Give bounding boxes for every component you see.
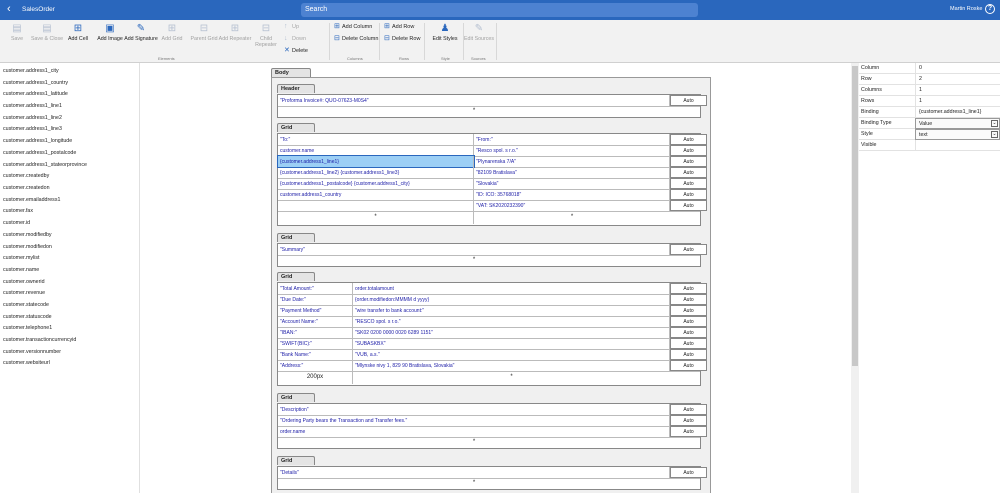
property-value[interactable]: 0 [915,63,1000,74]
save-button[interactable]: ▤ Save [10,23,24,42]
design-canvas [140,63,851,493]
grid-cell[interactable]: "82109 Bratislava" [474,167,670,178]
field-item[interactable]: customer.versionnumber [3,349,61,355]
group-label-sources: Sources [471,56,486,61]
row-height-auto[interactable]: Auto [670,467,707,478]
row-height-auto[interactable]: Auto [670,134,707,145]
sources-icon: ✎ [474,23,484,34]
row-height-auto[interactable]: Auto [670,178,707,189]
width-row [278,212,700,224]
grid-cell[interactable] [278,200,474,211]
scrollbar-thumb[interactable] [852,66,858,366]
field-item[interactable]: customer.statuscode [3,314,52,320]
save-close-icon: ▤ [42,23,52,34]
delete-column-button[interactable]: ⊟ Delete Column [334,35,379,42]
row-height-auto[interactable]: Auto [670,294,707,305]
column-width[interactable]: 200px [278,372,353,384]
parent-grid-button[interactable]: ⊟ Parent Grid [190,23,218,42]
arrow-up-icon: ↑ [284,23,288,30]
field-item[interactable]: customer.mylist [3,255,40,261]
row-height-auto[interactable]: Auto [670,189,707,200]
property-row [859,74,1000,85]
property-name: Style [861,131,873,137]
field-item[interactable]: customer.name [3,267,40,273]
row-height-auto[interactable]: Auto [670,156,707,167]
grid-cell[interactable]: order.totalamount [353,283,670,294]
grid-cell[interactable]: "Details" [278,467,670,478]
edit-styles-button[interactable]: ♟ Edit Styles [432,23,458,42]
delete-column-icon: ⊟ [334,35,340,42]
field-item[interactable]: customer.address1_city [3,68,59,74]
add-column-icon: ⊞ [334,23,340,30]
property-value[interactable]: 1 [915,96,1000,107]
chevron-down-icon[interactable]: ⌄ [992,131,997,137]
row-height-auto[interactable]: Auto [670,145,707,156]
field-item[interactable]: customer.emailaddress1 [3,197,61,203]
column-width[interactable]: * [472,257,476,263]
add-column-button[interactable]: ⊞ Add Column [334,23,373,30]
style-select[interactable]: text ⌄ [915,129,1000,140]
grid-cell[interactable]: "Account Name:" [278,316,353,327]
property-row [859,107,1000,118]
grid-cell[interactable]: "wire transfer to bank account:" [353,305,670,316]
row-height-auto[interactable]: Auto [670,426,707,437]
row-height-auto[interactable]: Auto [670,305,707,316]
row-height-auto[interactable]: Auto [670,327,707,338]
add-grid-icon: ⊞ [167,23,177,34]
add-row-button[interactable]: ⊞ Add Row [384,23,415,30]
property-name: Rows [861,98,875,104]
chevron-down-icon[interactable]: ⌄ [992,120,997,126]
field-item[interactable]: customer.address1_line2 [3,115,62,121]
property-name: Binding Type [861,120,892,126]
visible-field[interactable] [915,140,1000,151]
grid-cell[interactable]: {customer.address1_line2} {customer.address1_line3} [278,167,474,178]
details-section [277,466,701,490]
grid-cell[interactable]: "Total Amount:" [278,283,353,294]
property-name: Columns [861,87,882,93]
grid-cell[interactable]: customer.name [278,145,474,156]
row-height-auto[interactable]: Auto [670,200,707,211]
grid-cell[interactable]: "Address:" [278,360,353,371]
grid-cell[interactable]: "Description" [278,404,670,415]
field-list [0,63,140,493]
add-image-button[interactable]: ▣ Add Image [97,23,123,42]
add-repeater-button[interactable]: ⊞ Add Repeater [218,23,252,42]
width-row [278,255,700,267]
field-item[interactable]: customer.address1_line1 [3,103,62,109]
group-label-elements: Elements [158,56,175,61]
field-item[interactable]: customer.revenue [3,290,46,296]
row-height-auto[interactable]: Auto [670,360,707,371]
search-box[interactable]: Search [301,3,698,17]
property-row [859,118,1000,129]
field-item[interactable]: customer.ownerid [3,279,45,285]
field-item[interactable]: customer.address1_postalcode [3,150,77,156]
grid-cell[interactable]: "SWIFT(BIC):" [278,338,353,349]
property-name: Column [861,65,880,71]
row-height-auto[interactable]: Auto [670,283,707,294]
grid-tab[interactable]: Grid [277,123,315,132]
grid-cell[interactable]: "From:" [474,134,670,145]
row-height-auto[interactable]: Auto [670,415,707,426]
field-item[interactable]: customer.createdon [3,185,50,191]
field-item[interactable]: customer.address1_longitude [3,138,73,144]
add-image-icon: ▣ [105,23,115,34]
binding-field[interactable]: {customer.address1_line1} [915,107,1000,118]
property-row [859,96,1000,107]
grid-cell[interactable]: "VAT: SK2020232390" [474,200,670,211]
grid-tab[interactable]: Grid [277,456,315,465]
grid-cell[interactable]: "Payment Method" [278,305,353,316]
arrow-down-icon: ↓ [284,35,288,42]
width-row [278,106,700,118]
grid-cell[interactable]: "ID: ICO: 35768018" [474,189,670,200]
description-section [277,403,701,449]
ribbon-toolbar [0,20,1000,63]
down-button[interactable]: ↓ Down [284,35,307,42]
field-item[interactable]: customer.statecode [3,302,49,308]
group-label-style: Style [441,56,450,61]
field-item[interactable]: customer.telephone1 [3,325,53,331]
table-row [278,200,700,212]
grid-cell[interactable]: "SK02 0200 0000 0020 6289 1151" [353,327,670,338]
field-item[interactable]: customer.transactioncurrencyid [3,337,77,343]
save-close-button[interactable]: ▤ Save & Close [30,23,64,42]
row-height-auto[interactable]: Auto [670,404,707,415]
property-row [859,63,1000,74]
separator [496,23,497,60]
row-height-auto[interactable]: Auto [670,167,707,178]
grid-section [277,133,701,226]
help-icon[interactable]: ? [985,4,995,14]
grid-cell[interactable]: "Resco spol. s r.o." [474,145,670,156]
field-item[interactable]: customer.address1_stateorprovince [3,162,87,168]
grid-cell[interactable]: "Summary" [278,244,670,255]
column-width[interactable]: * [472,480,476,486]
separator [424,23,425,60]
styles-icon: ♟ [440,23,450,34]
add-repeater-icon: ⊞ [230,23,240,34]
back-arrow-icon[interactable]: ‹ [7,3,11,15]
user-name[interactable]: Martin Roske [950,6,983,12]
grid-cell[interactable]: "RESCO spol. s r.o." [353,316,670,327]
close-icon: ✕ [284,47,290,54]
property-name: Row [861,76,872,82]
add-row-icon: ⊞ [384,23,390,30]
grid-cell[interactable]: customer.address1_country [278,189,474,200]
row-height-auto[interactable]: Auto [670,244,707,255]
grid-tab[interactable]: Grid [277,393,315,402]
row-height-auto[interactable]: Auto [670,95,707,106]
properties-panel [859,63,1000,493]
parent-grid-icon: ⊟ [199,23,209,34]
property-row [859,85,1000,96]
body-tab[interactable]: Body [271,68,311,77]
field-item[interactable]: customer.id [3,220,31,226]
binding-type-select[interactable]: Value ⌄ [915,118,1000,129]
add-signature-icon: ✎ [136,23,146,34]
add-signature-button[interactable]: ✎ Add Signature [124,23,158,42]
property-value[interactable]: 2 [915,74,1000,85]
column-width[interactable]: * [472,108,476,114]
grid-cell[interactable]: "VUB, a.s." [353,349,670,360]
width-row [278,478,700,490]
column-width[interactable]: * [472,439,476,445]
add-grid-button[interactable]: ⊞ Add Grid [161,23,183,42]
add-cell-button[interactable]: ⊞ Add Cell [67,23,89,42]
property-name: Binding [861,109,879,115]
grid-cell[interactable]: "Bank Name:" [278,349,353,360]
table-row [278,360,700,372]
up-button[interactable]: ↑ Up [284,23,300,30]
group-label-columns: Columns [347,56,363,61]
grid-cell[interactable]: {customer.address1_postalcode} {customer.address1_city} [278,178,474,189]
field-item[interactable]: customer.modifiedby [3,232,52,238]
grid-cell[interactable]: "Proforma Invoice#: QUO-07623-M0S4" [278,95,670,106]
separator [329,23,330,60]
delete-row-button[interactable]: ⊟ Delete Row [384,35,421,42]
header-section [277,94,701,118]
grid-cell[interactable]: {order.modifiedon:MMMM d yyyy} [353,294,670,305]
grid-cell[interactable]: "SUBASKBX" [353,338,670,349]
field-item[interactable]: customer.address1_country [3,80,69,86]
delete-button[interactable]: ✕ Delete [284,47,308,54]
grid-cell[interactable]: "Ordering Party bears the Transaction and Transfer fees." [278,415,670,426]
child-repeater-button[interactable]: ⊟ Child Repeater [255,23,277,48]
separator [379,23,380,60]
grid-tab[interactable]: Grid [277,272,315,281]
title-bar [0,0,1000,20]
edit-sources-button[interactable]: ✎ Edit Sources [463,23,495,42]
add-cell-icon: ⊞ [73,23,83,34]
grid-cell[interactable]: "To:" [278,134,474,145]
grid-cell[interactable]: "Slovakia" [474,178,670,189]
header-tab[interactable]: Header [277,84,315,93]
vertical-scrollbar[interactable] [851,63,859,493]
field-item[interactable]: customer.address1_latitude [3,91,68,97]
grid-cell[interactable]: "IBAN:" [278,327,353,338]
row-height-auto[interactable]: Auto [670,349,707,360]
group-label-rows: Rows [399,56,410,61]
property-row [859,140,1000,151]
grid-cell[interactable]: "Plynarenska 7/A" [474,156,670,167]
field-item[interactable]: customer.modifiedon [3,244,52,250]
grid-cell[interactable]: order.name [278,426,670,437]
app-title: SalesOrder [22,6,55,13]
grid-tab[interactable]: Grid [277,233,315,242]
width-row [278,372,700,384]
grid-cell[interactable]: "Due Date:" [278,294,353,305]
body-container [271,77,711,493]
field-item[interactable]: customer.fax [3,208,34,214]
field-item[interactable]: customer.address1_line3 [3,126,62,132]
child-repeater-icon: ⊟ [261,23,271,34]
column-width[interactable]: * [570,214,574,220]
row-height-auto[interactable]: Auto [670,316,707,327]
column-width[interactable]: * [510,374,513,380]
save-icon: ▤ [12,23,22,34]
grid-cell-selected[interactable]: {customer.address1_line1} [278,156,474,167]
payment-section [277,282,701,386]
field-item[interactable]: customer.websiteurl [3,360,50,366]
property-value[interactable]: 1 [915,85,1000,96]
grid-cell[interactable]: "Mlynske nivy 1, 829 90 Bratislava, Slovakia" [353,360,670,371]
property-row [859,129,1000,140]
property-name: Visible [861,142,877,148]
field-item[interactable]: customer.createdby [3,173,50,179]
summary-section [277,243,701,267]
delete-row-icon: ⊟ [384,35,390,42]
width-row [278,437,700,449]
row-height-auto[interactable]: Auto [670,338,707,349]
column-width[interactable]: * [278,212,474,224]
